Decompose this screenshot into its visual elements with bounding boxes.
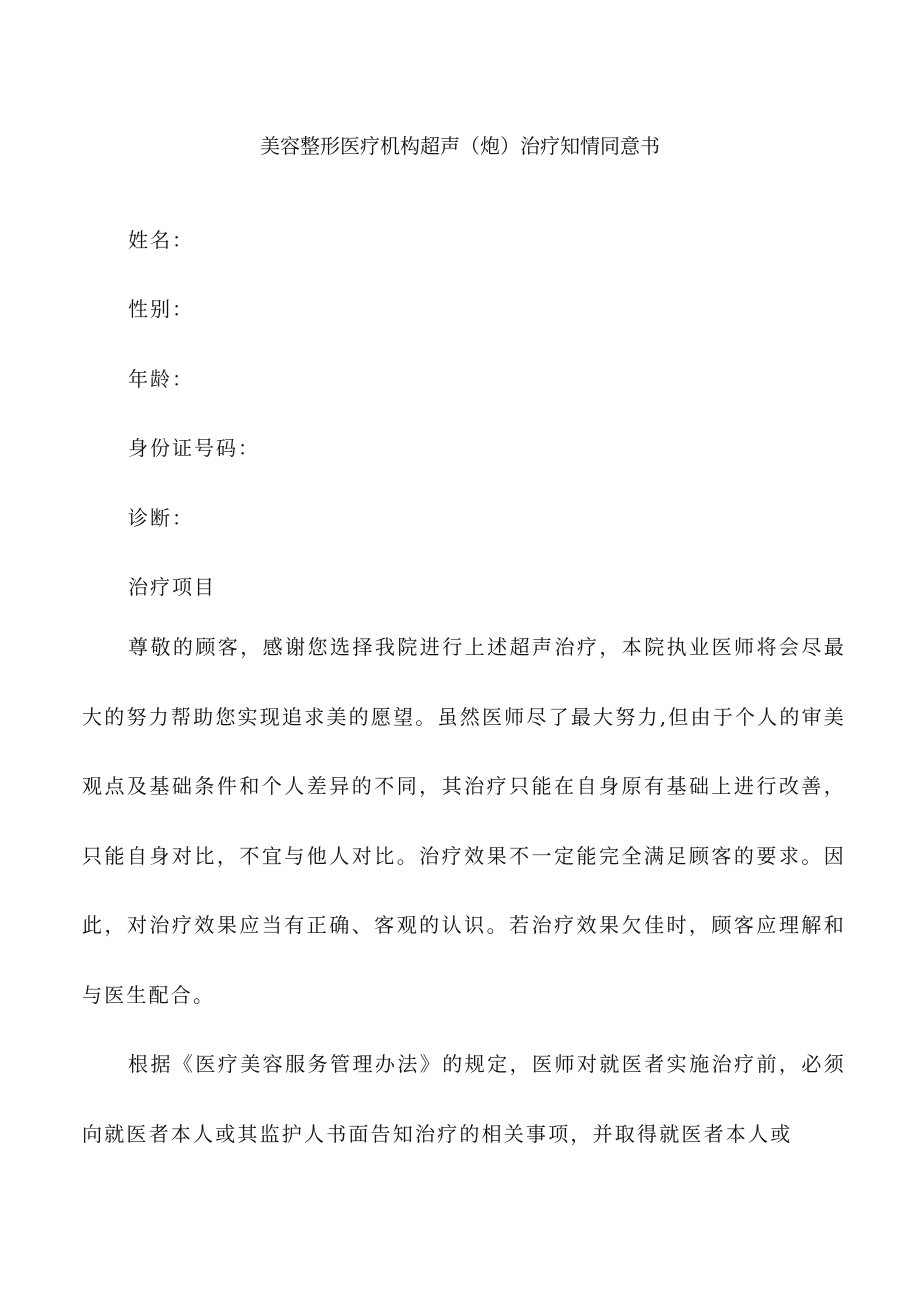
field-age-label: 年龄： [128, 367, 194, 391]
field-diagnosis-label: 诊断： [128, 506, 194, 530]
field-treatment-item-label: 治疗项目 [128, 575, 216, 599]
paragraph-regulation: 根据《医疗美容服务管理办法》的规定，医师对就医者实施治疗前，必须向就医者本人或其监护人书面告知治疗的相关事项，并取得就医者本人或 [82, 1052, 846, 1146]
paragraph-notice: 尊敬的顾客，感谢您选择我院进行上述超声治疗，本院执业医师将会尽最大的努力帮助您实现追求美的愿望。虽然医师尽了最大努力,但由于个人的审美观点及基础条件和个人差异的不同，其治疗只能在自身原有基础上进行改善，只能自身对比，不宜与他人对比。治疗效果不一定能完全满足顾客的要求。因此，对治疗效果应当有正确、客观的认识。若治疗效果欠佳时，顾客应理解和与医生配合。 [82, 635, 846, 1007]
field-gender-label: 性别： [128, 297, 194, 321]
field-name-label: 姓名： [128, 228, 194, 252]
document-title: 美容整形医疗机构超声（炮）治疗知情同意书 [260, 134, 660, 158]
field-id-number-label: 身份证号码： [128, 436, 260, 460]
